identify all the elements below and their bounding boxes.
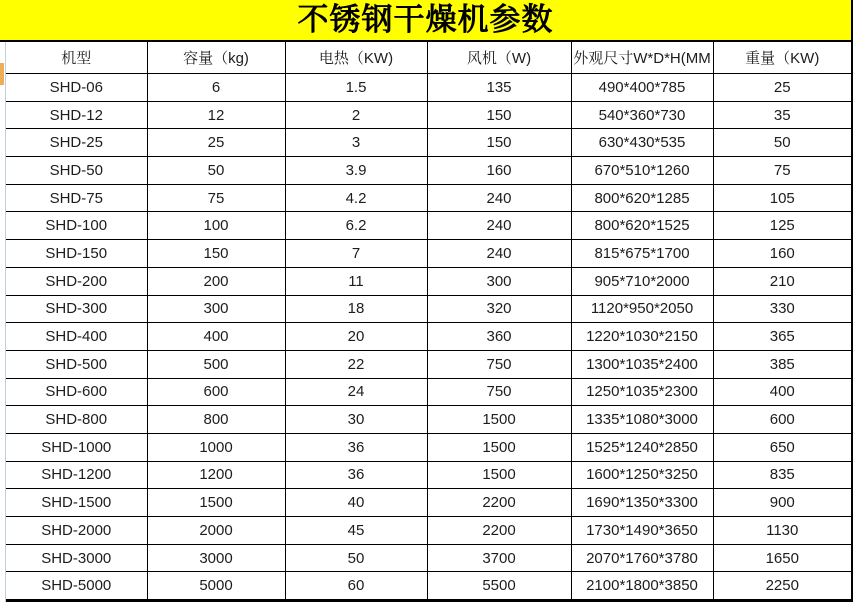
- spec-cell: 240: [427, 212, 571, 240]
- spec-cell: SHD-800: [6, 406, 147, 434]
- spec-cell: 750: [427, 378, 571, 406]
- header-row: [6, 42, 852, 74]
- spec-cell: 50: [147, 157, 285, 185]
- spec-cell: 400: [147, 323, 285, 351]
- spec-cell: 400: [713, 378, 852, 406]
- spec-cell: 30: [285, 406, 427, 434]
- spec-cell: 1335*1080*3000: [571, 406, 713, 434]
- header-electric-heat: 电热（KW): [285, 42, 427, 74]
- spec-cell: 7: [285, 240, 427, 268]
- spec-cell: 75: [147, 184, 285, 212]
- spec-cell: 360: [427, 323, 571, 351]
- table-row: [6, 378, 852, 406]
- spec-cell: 36: [285, 433, 427, 461]
- spec-cell: 2: [285, 101, 427, 129]
- spec-cell: 3700: [427, 544, 571, 572]
- spec-cell: 300: [427, 267, 571, 295]
- spec-cell: 1500: [427, 406, 571, 434]
- spec-cell: 75: [713, 157, 852, 185]
- spec-cell: SHD-300: [6, 295, 147, 323]
- spec-cell: 1690*1350*3300: [571, 489, 713, 517]
- spec-cell: SHD-06: [6, 74, 147, 102]
- spec-cell: 6.2: [285, 212, 427, 240]
- table-row: [6, 240, 852, 268]
- spec-cell: 11: [285, 267, 427, 295]
- table-row: [6, 267, 852, 295]
- table-row: [6, 74, 852, 102]
- spec-cell: 1500: [427, 433, 571, 461]
- spec-cell: 365: [713, 323, 852, 351]
- spec-cell: 2200: [427, 517, 571, 545]
- spec-cell: SHD-75: [6, 184, 147, 212]
- spec-cell: 1220*1030*2150: [571, 323, 713, 351]
- table-row: [6, 406, 852, 434]
- left-gutter: [0, 42, 6, 602]
- spec-cell: 750: [427, 350, 571, 378]
- table-row: [6, 489, 852, 517]
- spec-cell: 835: [713, 461, 852, 489]
- spec-cell: 320: [427, 295, 571, 323]
- table-row: [6, 295, 852, 323]
- spec-cell: 1500: [427, 461, 571, 489]
- spec-cell: SHD-3000: [6, 544, 147, 572]
- spec-cell: 1600*1250*3250: [571, 461, 713, 489]
- spec-cell: SHD-50: [6, 157, 147, 185]
- table-row: [6, 212, 852, 240]
- spec-cell: 1300*1035*2400: [571, 350, 713, 378]
- spec-cell: 2250: [713, 572, 852, 601]
- spec-cell: 210: [713, 267, 852, 295]
- spec-cell: 1250*1035*2300: [571, 378, 713, 406]
- spec-cell: 905*710*2000: [571, 267, 713, 295]
- header-dimensions: 外观尺寸W*D*H(MM: [571, 42, 713, 74]
- spec-cell: 800: [147, 406, 285, 434]
- spec-cell: 40: [285, 489, 427, 517]
- spec-cell: 800*620*1285: [571, 184, 713, 212]
- spec-cell: 100: [147, 212, 285, 240]
- spec-cell: 385: [713, 350, 852, 378]
- spec-cell: 670*510*1260: [571, 157, 713, 185]
- spec-cell: 1525*1240*2850: [571, 433, 713, 461]
- spec-cell: 1130: [713, 517, 852, 545]
- spec-cell: 500: [147, 350, 285, 378]
- table-area: [0, 42, 853, 602]
- spec-cell: 150: [427, 129, 571, 157]
- header-weight: 重量（KW): [713, 42, 852, 74]
- spec-cell: 240: [427, 240, 571, 268]
- spec-cell: 200: [147, 267, 285, 295]
- header-fan: 风机（W): [427, 42, 571, 74]
- spec-cell: 815*675*1700: [571, 240, 713, 268]
- spec-cell: 3: [285, 129, 427, 157]
- spec-cell: 4.2: [285, 184, 427, 212]
- spec-cell: 1.5: [285, 74, 427, 102]
- spec-cell: 3.9: [285, 157, 427, 185]
- spec-cell: 22: [285, 350, 427, 378]
- spec-cell: 20: [285, 323, 427, 351]
- spec-cell: 300: [147, 295, 285, 323]
- spec-cell: 1200: [147, 461, 285, 489]
- table-row: [6, 323, 852, 351]
- spec-cell: 50: [713, 129, 852, 157]
- header-capacity: 容量（kg): [147, 42, 285, 74]
- spec-cell: 60: [285, 572, 427, 601]
- gutter-highlight-mark: [0, 63, 4, 85]
- spec-cell: SHD-25: [6, 129, 147, 157]
- spec-cell: 630*430*535: [571, 129, 713, 157]
- spec-cell: 12: [147, 101, 285, 129]
- table-row: [6, 184, 852, 212]
- spec-cell: SHD-1000: [6, 433, 147, 461]
- table-row: [6, 129, 852, 157]
- table-row: [6, 461, 852, 489]
- table-title-bar: [0, 0, 853, 42]
- header-model: 机型: [6, 42, 147, 74]
- spec-cell: 2000: [147, 517, 285, 545]
- spec-cell: 600: [713, 406, 852, 434]
- spec-table: [6, 42, 853, 602]
- spec-cell: 50: [285, 544, 427, 572]
- spec-cell: SHD-12: [6, 101, 147, 129]
- spec-cell: SHD-1200: [6, 461, 147, 489]
- spec-cell: 490*400*785: [571, 74, 713, 102]
- spec-cell: SHD-2000: [6, 517, 147, 545]
- table-body: [6, 74, 852, 601]
- spec-cell: 800*620*1525: [571, 212, 713, 240]
- spec-cell: 3000: [147, 544, 285, 572]
- table-row: [6, 544, 852, 572]
- spec-cell: 1650: [713, 544, 852, 572]
- table-row: [6, 517, 852, 545]
- table-row: [6, 350, 852, 378]
- table-row: [6, 433, 852, 461]
- spec-cell: 330: [713, 295, 852, 323]
- spec-cell: 18: [285, 295, 427, 323]
- spec-cell: SHD-400: [6, 323, 147, 351]
- spec-cell: SHD-500: [6, 350, 147, 378]
- spec-cell: 105: [713, 184, 852, 212]
- spec-cell: 25: [147, 129, 285, 157]
- spec-cell: 2070*1760*3780: [571, 544, 713, 572]
- page-title: 不锈钢干燥机参数: [297, 2, 554, 37]
- table-row: [6, 572, 852, 601]
- spec-cell: 36: [285, 461, 427, 489]
- spec-cell: 35: [713, 101, 852, 129]
- table-row: [6, 157, 852, 185]
- spec-cell: 150: [147, 240, 285, 268]
- spec-cell: SHD-5000: [6, 572, 147, 601]
- spec-cell: 1500: [147, 489, 285, 517]
- spec-cell: 900: [713, 489, 852, 517]
- spec-cell: 240: [427, 184, 571, 212]
- spec-cell: 2200: [427, 489, 571, 517]
- spec-cell: 5500: [427, 572, 571, 601]
- spec-cell: 1730*1490*3650: [571, 517, 713, 545]
- spec-cell: 1120*950*2050: [571, 295, 713, 323]
- spec-cell: SHD-150: [6, 240, 147, 268]
- table-row: [6, 101, 852, 129]
- spec-cell: 160: [713, 240, 852, 268]
- spec-cell: 540*360*730: [571, 101, 713, 129]
- spec-cell: 1000: [147, 433, 285, 461]
- spec-cell: 150: [427, 101, 571, 129]
- spec-cell: 25: [713, 74, 852, 102]
- spec-cell: 6: [147, 74, 285, 102]
- spec-cell: 160: [427, 157, 571, 185]
- spec-cell: SHD-1500: [6, 489, 147, 517]
- spec-cell: 600: [147, 378, 285, 406]
- spec-cell: 45: [285, 517, 427, 545]
- spec-cell: SHD-200: [6, 267, 147, 295]
- spec-cell: 125: [713, 212, 852, 240]
- spec-cell: 2100*1800*3850: [571, 572, 713, 601]
- spec-cell: 5000: [147, 572, 285, 601]
- spec-cell: 135: [427, 74, 571, 102]
- spec-cell: SHD-100: [6, 212, 147, 240]
- spec-cell: 650: [713, 433, 852, 461]
- spec-cell: SHD-600: [6, 378, 147, 406]
- spec-cell: 24: [285, 378, 427, 406]
